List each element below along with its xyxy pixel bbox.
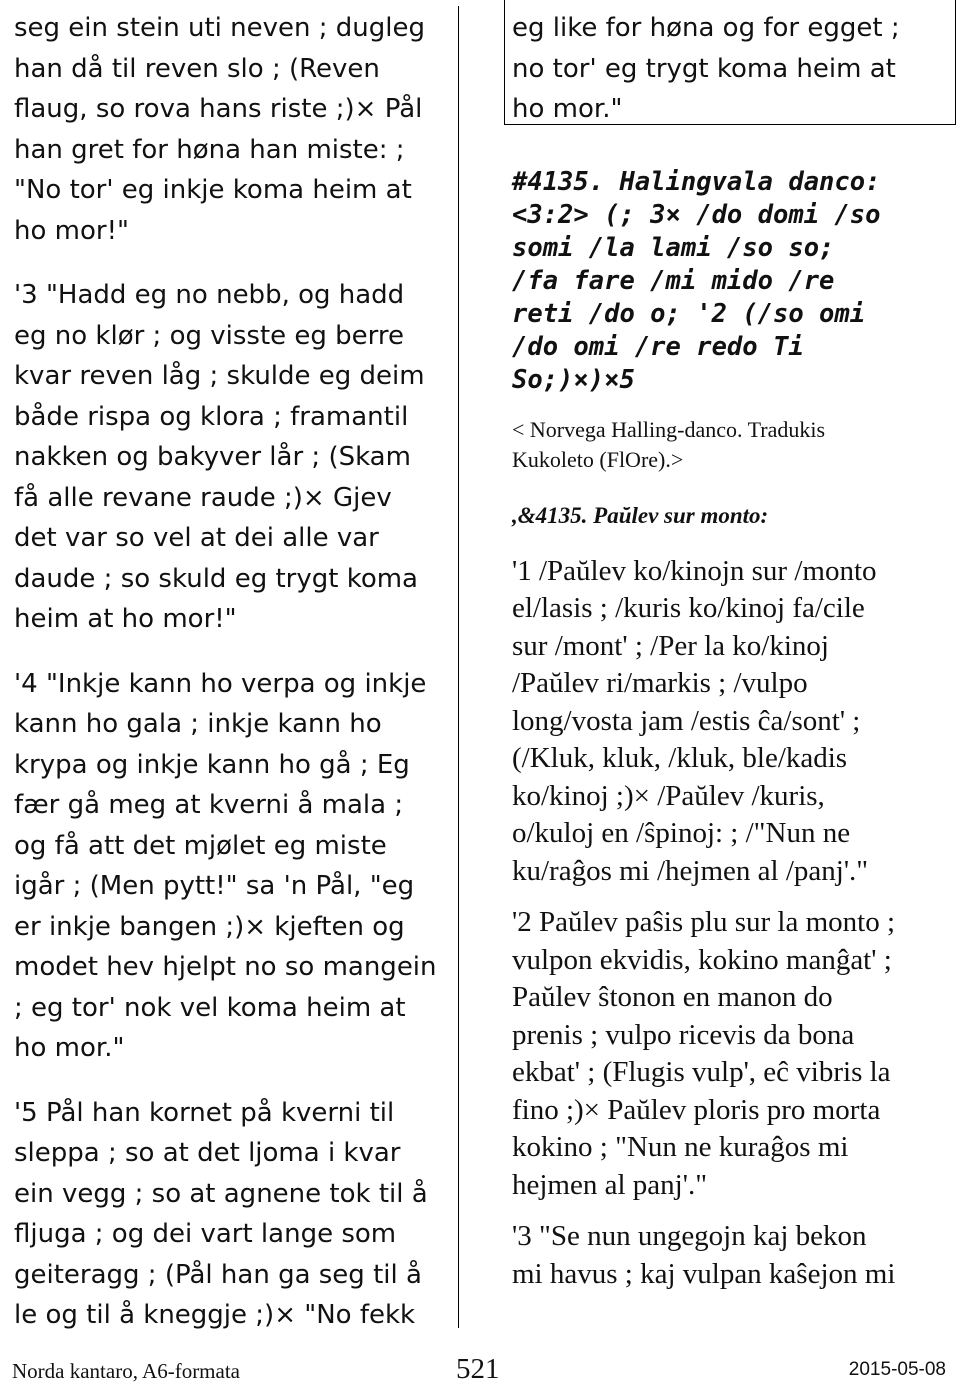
page-footer <box>0 1355 960 1385</box>
verse-4 <box>14 664 454 1069</box>
text-line: ko/kinoj ;)× /Paŭlev /kuris, <box>512 779 825 812</box>
text-line: vulpon ekvidis, kokino manĝat' ; <box>512 943 892 976</box>
text-line: Paŭlev ŝtonon en manon do <box>512 981 833 1013</box>
text-line: geiteragg ; (Pål han ga seg til å <box>14 1259 422 1290</box>
text-line: er inkje bangen ;)× kjeften og <box>14 911 405 942</box>
text-line: hejmen al panj'." <box>512 1168 708 1201</box>
text-line: heim at ho mor!" <box>14 604 237 634</box>
text-line: kokino ; "Nun ne kuraĝos mi <box>512 1131 849 1163</box>
text-line: prenis ; vulpo ricevis da bona <box>512 1018 855 1051</box>
text-line: '3 "Se nun ungegojn kaj bekon <box>512 1220 867 1252</box>
text-line: fljuga ; og dei vart lange som <box>14 1219 397 1249</box>
text-line: So;)×)×5 <box>512 364 635 395</box>
text-line: få alle revane raude ;)× Gjev <box>14 482 392 513</box>
translation-note <box>512 415 952 475</box>
text-line: sur /mont' ; /Per la ko/kinoj <box>512 629 829 662</box>
text-line: fino ;)× Paŭlev ploris pro morta <box>512 1093 881 1126</box>
text-line: Kukoleto (FlOre).> <box>512 446 684 472</box>
text-line: /fa fare /mi mido /re <box>512 265 835 296</box>
text-line: og få att det mjølet eg miste <box>14 830 387 861</box>
right-column <box>512 8 952 1293</box>
eo-verse-3 <box>512 1218 952 1293</box>
text-line: long/vosta jam /estis ĉa/sont' ; <box>512 704 861 737</box>
text-line: /do omi /re redo Ti <box>512 331 804 362</box>
text-line: ekbat' ; (Flugis vulp', eĉ vibris la <box>512 1056 891 1088</box>
text-line: mi havus ; kaj vulpan kaŝejon mi <box>512 1257 896 1290</box>
text-line: "No tor' eg inkje koma heim at <box>14 175 412 205</box>
text-line: eg like for høna og for egget ; <box>512 13 900 43</box>
song-heading: ,&4135. Paŭlev sur monto: <box>512 502 769 528</box>
verse-3 <box>14 275 454 640</box>
text-line: modet hev hjelpt no so mangein <box>14 952 437 982</box>
text-line: reti /do o; '2 (/so omi <box>512 298 866 329</box>
eo-verse-1 <box>512 553 952 891</box>
text-line: ku/raĝos mi /hejmen al /panj'." <box>512 854 869 887</box>
text-line: #4135. Halingvala danco: <box>512 166 881 197</box>
text-line: seg ein stein uti neven ; dugleg <box>14 13 425 43</box>
left-column <box>14 8 454 1336</box>
eo-verse-2 <box>512 904 952 1204</box>
text-line: < Norvega Halling-danco. Tradukis <box>512 416 826 442</box>
text-line: fær gå meg at kverni å mala ; <box>14 790 404 820</box>
column-divider <box>458 6 459 1328</box>
verse-5 <box>14 1093 454 1336</box>
footer-title: Norda kantaro, A6-formata <box>12 1359 240 1383</box>
text-line: kann ho gala ; inkje kann ho <box>14 709 382 739</box>
text-line: '1 /Paŭlev ko/kinojn sur /monto <box>512 554 877 587</box>
text-line: ho mor!" <box>14 215 129 246</box>
verse-2-end <box>14 8 454 251</box>
text-line: flaug, so rova hans riste ;)× Pål <box>14 94 423 124</box>
text-line: eg no klør ; og visste eg berre <box>14 320 405 351</box>
text-line: både rispa og klora ; framantil <box>14 401 409 432</box>
text-line: le og til å kneggje ;)× "No fekk <box>14 1300 416 1330</box>
text-line: det var so vel at dei alle var <box>14 523 379 553</box>
text-line: '4 "Inkje kann ho verpa og inkje <box>14 668 427 699</box>
text-line: no tor' eg trygt koma heim at <box>512 53 896 84</box>
boxed-verse-end <box>512 8 952 130</box>
text-line: han då til reven slo ; (Reven <box>14 53 380 84</box>
page-number: 521 <box>456 1353 500 1385</box>
text-line: ein vegg ; so at agnene tok til å <box>14 1178 428 1209</box>
footer-date: 2015-05-08 <box>848 1359 946 1380</box>
melody-code <box>512 166 952 397</box>
text-line: ho mor." <box>14 1033 125 1063</box>
text-line: han gret for høna han miste: ; <box>14 134 405 165</box>
text-line: ho mor." <box>512 94 623 124</box>
text-line: o/kuloj en /ŝpinoj: ; /"Nun ne <box>512 817 851 849</box>
text-line: el/lasis ; /kuris ko/kinoj fa/cile <box>512 592 865 624</box>
text-line: /Paŭlev ri/markis ; /vulpo <box>512 667 808 699</box>
text-line: '3 "Hadd eg no nebb, og hadd <box>14 280 405 310</box>
text-line: krypa og inkje kann ho gå ; Eg <box>14 749 410 780</box>
text-line: sleppa ; so at det ljoma i kvar <box>14 1138 401 1168</box>
text-line: somi /la lami /so so; <box>512 232 835 263</box>
text-line: '5 Pål han kornet på kverni til <box>14 1097 395 1128</box>
text-line: <3:2> (; 3× /do domi /so <box>512 199 881 230</box>
text-line: igår ; (Men pytt!" sa 'n Pål, "eg <box>14 871 415 901</box>
text-line: ; eg tor' nok vel koma heim at <box>14 992 406 1023</box>
text-line: daude ; so skuld eg trygt koma <box>14 563 418 594</box>
text-line: kvar reven låg ; skulde eg deim <box>14 361 425 391</box>
text-line: nakken og bakyver lår ; (Skam <box>14 442 411 472</box>
text-line: '2 Paŭlev paŝis plu sur la monto ; <box>512 906 896 938</box>
text-line: (/Kluk, kluk, /kluk, ble/kadis <box>512 742 848 774</box>
